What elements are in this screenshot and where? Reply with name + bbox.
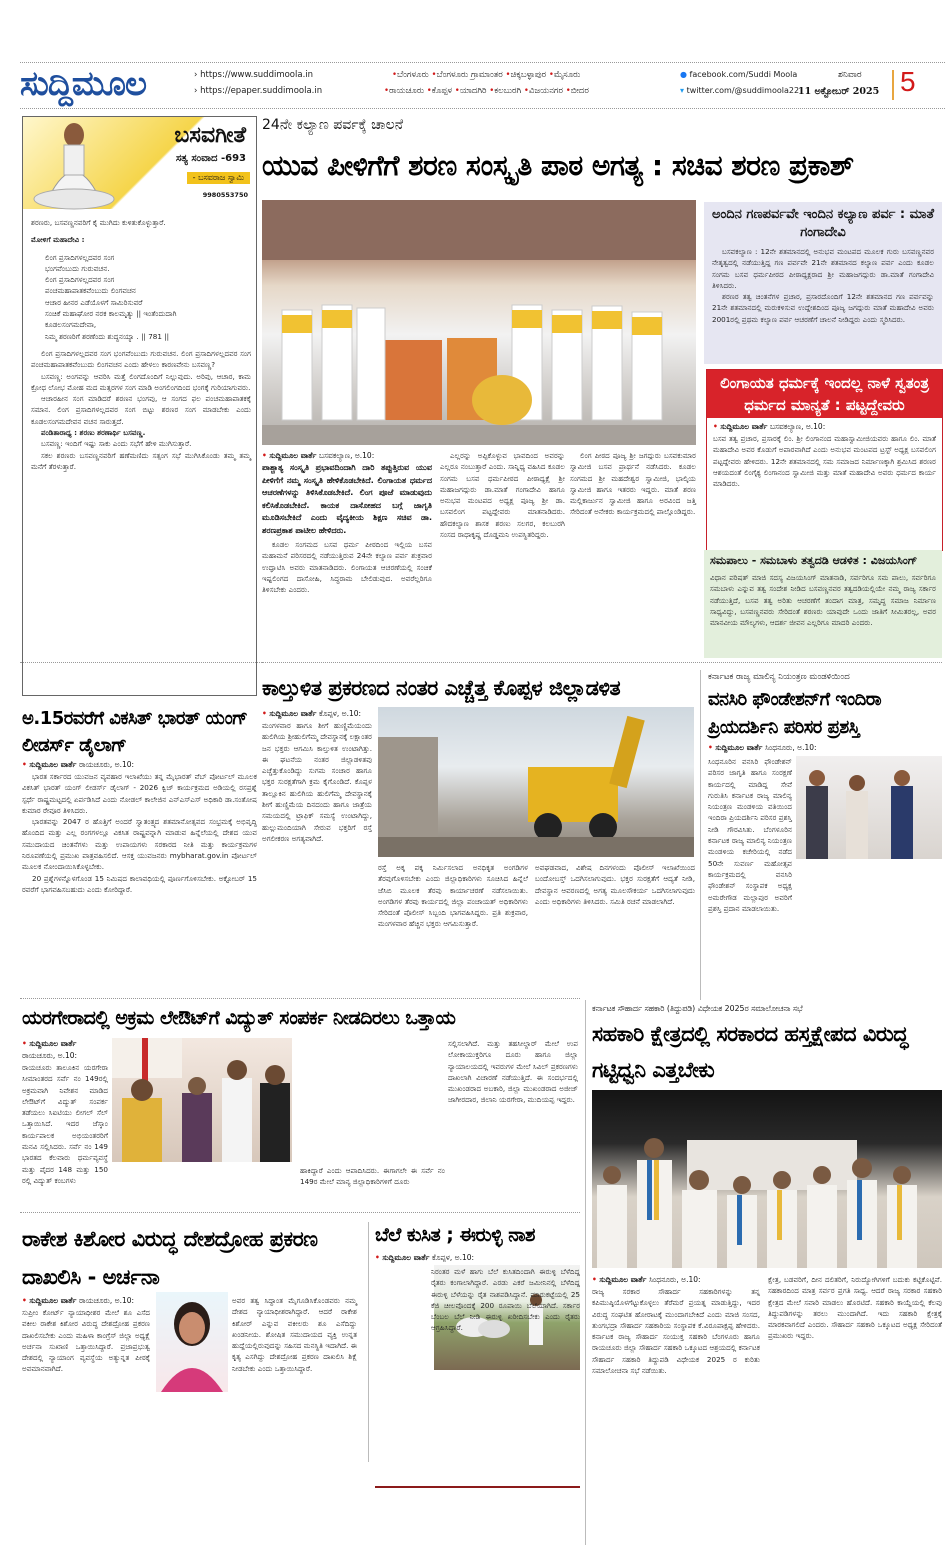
- city-list-row1: •ಬೆಂಗಳೂರು •ಬೆಂಗಳೂರು ಗ್ರಾಮಾಂತರ •ಚಿಕ್ಕಬಳ್ಳಾಪುರ •ಮೈಸೂರು: [392, 70, 581, 80]
- archana-photo: [156, 1292, 228, 1392]
- vanasiri-story: • ಸುದ್ದಿಮೂಲ ವಾರ್ತೆ ಸಿಂಧನೂರು, ಅ.10:: [708, 743, 817, 752]
- basava-paragraph: ಆಚಾರಹೀನ ಸಂಗ ಮಾಡಿದರೆ ಶರಣನ ಭಂಗವು, ಆ ಸಂಗದ ಫಲ ಪಂಚಮಹಾಪಾತಕಕ್ಕೆ ಸಮಾನ. ಲಿಂಗ ಪ್ರಸಾದಿಗಳಲ್ಲದವರ ಸಂಗ ಬಿಟ್ಟು ಶರಣರ ಸಂಗ ಮಾಡಬೇಕು ಎಂದು ಕೂಡಲಸಂಗಮದೇವನ ವಚನ ಸಾರುತ್ತದೆ.: [31, 394, 251, 426]
- city-koppal: ಕೊಪ್ಪಳ: [431, 86, 453, 96]
- cooperative-headline: ಸಹಕಾರಿ ಕ್ಷೇತ್ರದಲ್ಲಿ ಸರಕಾರದ ಹಸ್ತಕ್ಷೇಪದ ವಿರುದ್ಧ ಗಟ್ಟಿಧ್ವನಿ ಎತ್ತಬೇಕು: [592, 1022, 908, 1082]
- sidebar-gangadevi: [704, 202, 942, 364]
- lead-headline: ಯುವ ಪೀಳಿಗೆಗೆ ಶರಣ ಸಂಸ್ಕೃತಿ ಪಾಠ ಅಗತ್ಯ : ಸಚಿವ ಶರಣ ಪ್ರಕಾಶ್: [262, 149, 854, 182]
- cooperative-col2: ಕ್ಷೇತ್ರ, ಬಡವರಿಗೆ, ದೀನ ದಲಿತರಿಗೆ, ನಿರುದ್ಯೋಗಿಗಳಿಗೆ ಬದುಕು ಕಟ್ಟಿಕೊಟ್ಟಿವೆ. ಸಹಕಾರದಿಂದ ಮಾತ್ರ ಸರ್ವರ ಪ್ರಗತಿ ಸಾಧ್ಯ. ಆದರೆ ರಾಜ್ಯ ಸರಕಾರ ಸಹಕಾರಿ ಕ್ಷೇತ್ರದ ಮೇಲೆ ಸವಾರಿ ಮಾಡಲು ಹೊರಟಿದೆ. ಸಹಕಾರಿ ಕಾಯ್ದೆಯಲ್ಲಿ ಕೆಲವು ತಿದ್ದುಪಡಿಗಳನ್ನು ತರಲು ಮುಂದಾಗಿದೆ. ಇದು ಸಹಕಾರಿ ಕ್ಷೇತ್ರಕ್ಕೆ ಮಾರಕವಾಗಲಿದೆ ಎಂದರು. ಸೌಹಾರ್ದ ಸಹಕಾರಿ ಒಕ್ಕೂಟದ ಅಧ್ಯಕ್ಷ ಸೇರಿದಂತೆ ಪ್ರಮುಖರು ಇದ್ದರು.: [768, 1275, 942, 1341]
- byline-place: ರಾಯಚೂರು, ಅ.10:: [78, 760, 135, 769]
- byline-place: ಬಸವಕಲ್ಯಾಣ, ಅ.10:: [318, 451, 375, 460]
- byline-source: ಸುದ್ದಿಮೂಲ ವಾರ್ತೆ: [269, 451, 317, 460]
- section-rule: [20, 1212, 580, 1213]
- vanasiri-paragraph: ಸಿಂಧನೂರಿನ ವನಸಿರಿ ಫೌಂಡೇಶನ್ ಪರಿಸರ ಜಾಗೃತಿ ಹಾಗೂ ಸಂರಕ್ಷಣೆ ಕಾರ್ಯದಲ್ಲಿ ಮಾಡಿದ್ದ ಸೇವೆ ಗುರುತಿಸಿ ಕರ್ನಾಟಕ ರಾಜ್ಯ ಮಾಲಿನ್ಯ ನಿಯಂತ್ರಣ ಮಂಡಳಿಯ ವತಿಯಿಂದ ಇಂದಿರಾ ಪ್ರಿಯದರ್ಶಿನಿ ಪರಿಸರ ಪ್ರಶಸ್ತಿ ನೀಡಿ ಗೌರವಿಸಿತು. ಬೆಂಗಳೂರಿನ ಕರ್ನಾಟಕ ರಾಜ್ಯ ಮಾಲಿನ್ಯ ನಿಯಂತ್ರಣ ಮಂಡಳಿಯ ಕಚೇರಿಯಲ್ಲಿ ನಡೆದ 50ನೇ ಸುವರ್ಣ ಮಹೋತ್ಸವ ಕಾರ್ಯಕ್ರಮದಲ್ಲಿ ವನಸಿರಿ ಫೌಂಡೇಶನ್ ಸಂಸ್ಥಾಪಕ ಅಧ್ಯಕ್ಷ ಅಮರೇಗೌಡ ಮಲ್ಲಾಪುರ ಅವರಿಗೆ ಪ್ರಶಸ್ತಿ ಪ್ರದಾನ ಮಾಡಲಾಯಿತು.: [708, 757, 792, 913]
- verse-line: ಆಚಾರ ಹೀನರ ಎಡೆಯೊಳಗೆ ಸಾಮಿರಿಸುವರೆ: [45, 297, 143, 307]
- byline-place: ಕೊಪ್ಪಳ, ಅ.10:: [431, 1253, 475, 1262]
- byline-place: ರಾಯಚೂರು, ಅ.10:: [78, 1296, 135, 1305]
- city-vijayanagara: ವಿಜಯನಗರ: [528, 86, 564, 96]
- banana-headline: ಬೆಲೆ ಕುಸಿತ ; ಈರುಳ್ಳಿ ನಾಶ: [375, 1224, 535, 1246]
- story-paragraph: 20 ಪ್ರಶ್ನೆಗಳನ್ನೊಳಗೊಂಡ 15 ನಿಮಿಷದ ಕಾಲಾವಧಿಯಲ್ಲಿ ಪೂರ್ಣಗೊಳಿಸಬೇಕು. ಅಕ್ಟೋಬರ್ 15 ರವರೆಗೆ ಭಾಗವಹಿಸಬಹುದು ಎಂದು ಕೋರಿದ್ದಾರೆ.: [22, 873, 257, 894]
- lead-kicker: 24ನೇ ಕಲ್ಯಾಣ ಪರ್ವಕ್ಕೆ ಚಾಲನೆ: [262, 117, 404, 133]
- young-leaders-story: ಅ.15ರವರೆಗೆ ವಿಕಸಿತ್ ಭಾರತ್ ಯಂಗ್ ಲೀಡರ್ಸ್ ಡೈಲಾಗ್ • ಸುದ್ದಿಮೂಲ ವಾರ್ತೆ ರಾಯಚೂರು, ಅ.10: ಭಾರತ ಸರ್ಕಾರದ ಯುವಜನ ವ್ಯವಹಾರ ಇಲಾಖೆಯು ತನ್ನ ಮೈಭಾರತ್ ವೆಬ್ ಪೋರ್ಟಲ್ ಮೂಲಕ ವಿಕಸಿತ್ ಭಾರತ್ ಯಂಗ್ ಲೀಡರ್ಸ್ ಡೈಲಾಗ್ - 2026 ಕ್ವಿಜ್ ಕಾರ್ಯಕ್ರಮದ ಅಡಿಯಲ್ಲಿ ರಸಪ್ರಶ್ನೆ ಸ್ಪರ್ಧೆ ರಾಷ್ಟ್ರಮಟ್ಟದಲ್ಲಿ ಏರ್ಪಡಿಸಿದೆ ಎಂದು ನೋಡಲ್ ಕಾಲೇಜಿನ ಎನ್‌ಎಸ್‌ಎಸ್ ಅಧಿಕಾರಿ ಡಾ.ಸಂತೋಷ ಕುಮಾರ ರೇವೂರ ತಿಳಿಸಿದರು. ಭಾರತವನ್ನು 2047 ರ ಹೊತ್ತಿಗೆ ಅಂದರೆ ಸ್ವಾತಂತ್ರ್ಯದ ಶತಮಾನೋತ್ಸವದ ಸಂಭ್ರಮಕ್ಕೆ ಅಭಿವೃದ್ಧಿ ಹೊಂದಿದ ಮತ್ತು ಎಲ್ಲ ರಂಗಗಳಲ್ಲೂ ವಿಕಸಿತ ರಾಷ್ಟ್ರವನ್ನಾಗಿ ಮಾಡುವ ಹಿನ್ನೆಲೆಯಲ್ಲಿ ದೇಶದ ಯುವ ಸಮುದಾಯದ ಚಿಂತನೆಗಳು ಮತ್ತು ಉಪಾಯಗಳು ಸರಕಾರದ ನೀತಿ ಮತ್ತು ಕಾರ್ಯಕ್ರಮಗಳ ನಿರೂಪಣೆಯಲ್ಲಿ ಪ್ರಮುಖ ಪಾತ್ರವಹಿಸಲಿದೆ. ಆಸಕ್ತ ಯುವಜನರು mybharat.gov.in ಪೋರ್ಟಲ್ ಮೂಲಕ ನೋಂದಾಯಿಸಿಕೊಳ್ಳಬೇಕು. 20 ಪ್ರಶ್ನೆಗಳನ್ನೊಳಗೊಂಡ 15 ನಿಮಿಷದ ಕಾಲಾವಧಿಯಲ್ಲಿ ಪೂರ್ಣಗೊಳಿಸಬೇಕು. ಅಕ್ಟೋಬರ್ 15 ರವರೆಗೆ ಭಾಗವಹಿಸಬಹುದು ಎಂದು ಕೋರಿದ್ದಾರೆ.: [22, 705, 257, 895]
- koppal-col1: • ಸುದ್ದಿಮೂಲ ವಾರ್ತೆ ಕೊಪ್ಪಳ, ಅ.10: ಮಂಗಳವಾರ ಹಾಗೂ ಶೀಗೆ ಹುಣ್ಣಿಮೆಯಂದು ಹುಲಿಗಿಯ ಶ್ರೀಹುಲಿಗೆಮ್ಮ ದೇವಸ್ಥಾನಕ್ಕೆ ಲಕ್ಷಾಂತರ ಜನ ಭಕ್ತರು ಆಗಮಿಸಿ ಕಾಲ್ತುಳಿತ ಉಂಟಾಗಿತ್ತು. ಈ ಘಟನೆಯ ನಂತರ ಜಿಲ್ಲಾಡಳಿತವು ಎಚ್ಚೆತ್ತುಕೊಂಡಿದ್ದು ಸುಗಮ ಸಂಚಾರ ಹಾಗೂ ಭಕ್ತರ ಸುರಕ್ಷತೆಗಾಗಿ ಕ್ರಮ ಕೈಗೊಂಡಿದೆ. ಕೊಪ್ಪಳ ತಾಲ್ಲೂಕಿನ ಹುಲಿಗಿಯ ಹುಲಿಗೆಮ್ಮ ದೇವಸ್ಥಾನಕ್ಕೆ ಶೀಗೆ ಹುಣ್ಣಿಮೆಯ ದಿನದಂದು ಹಾಗೂ ಜಾತ್ರೆಯ ಸಮಯದಲ್ಲಿ ಟ್ರಾಫಿಕ್ ಸಮಸ್ಯೆ ಉಂಟಾಗಿದ್ದು, ಹುಲ್ಲುಮಂದಿಯಾಗಿ ಸೇರುವ ಭಕ್ತರಿಗೆ ರಸ್ತೆ ಅಗಲೀಕರಣ ಅಗತ್ಯವಾಗಿದೆ.: [262, 709, 372, 843]
- koppal-col3: ಅವಘಡವಾದ, ವಿಶೇಷ ದಿನಗಳಂದು ಪೊಲೀಸ್ ಇಲಾಖೆಯಿಂದ ಬಂದೋಬಸ್ತ್ ಒದಗಿಸಲಾಗುವುದು. ಭಕ್ತರ ಸುರಕ್ಷತೆಗೆ ಆದ್ಯತೆ ನೀಡಿ, ದೇವಸ್ಥಾನ ಆವರಣದಲ್ಲಿ ಅಗತ್ಯ ಮೂಲಸೌಕರ್ಯ ಒದಗಿಸಲಾಗುವುದು ಎಂದು ಅಧಿಕಾರಿಗಳು ತಿಳಿಸಿದರು. ಸಮಿತಿ ರಚನೆ ಮಾಡಲಾಗಿದೆ.: [535, 863, 695, 906]
- sidebar-gangadevi-headline: ಅಂದಿನ ಗಣಪರ್ವವೇ ಇಂದಿನ ಕಲ್ಯಾಣ ಪರ್ವ : ಮಾತೆ ಗಂಗಾದೇವಿ: [711, 207, 935, 240]
- yaragera-col2-wrap: [300, 1038, 445, 1162]
- sidebar-vijayasingh-headline: ಸಮಪಾಲು - ಸಮಬಾಳು ತತ್ವದಡಿ ಆಡಳಿತ : ವಿಜಯಸಿಂಗ್: [710, 554, 918, 567]
- column-divider: [368, 1222, 369, 1462]
- city-yadgir: ಯಾದಗಿರಿ: [459, 86, 487, 96]
- column-divider: [585, 1000, 586, 1545]
- weekday: ಶನಿವಾರ: [838, 70, 862, 80]
- basava-paragraph: ಲಿಂಗ ಪ್ರಸಾದಿಗಳಲ್ಲದವರ ಸಂಗ ಭಂಗವೆಂಬುದು ಗುರುವಚನ. ಲಿಂಗ ಪ್ರಸಾದಿಗಳಲ್ಲದವರ ಸಂಗ ಪಂಚಮಹಾಪಾತಕವೆಂಬುದು ಲಿಂಗವಚನ ಎಂದು ಹೇಳಲು ಕಾರಣವೇನು ಬಸವಣ್ಣ?: [31, 348, 251, 370]
- city-list-row2: •ರಾಯಚೂರು •ಕೊಪ್ಪಳ •ಯಾದಗಿರಿ •ಕಲಬುರಗಿ •ವಿಜಯನಗರ •ಬೀದರ: [384, 86, 589, 96]
- byline-source: ಸುದ್ದಿಮೂಲ ವಾರ್ತೆ: [720, 422, 768, 431]
- basava-paragraph: ಬಸವಣ್ಣ: ಇಂದಿಗೆ ಇಷ್ಟು ಸಾಕು ಎಂದು ಸಭೆಗೆ ಹೇಳಿ ಮುಗಿಸುತ್ತಾರೆ.: [41, 439, 192, 449]
- column-divider: [700, 670, 701, 1000]
- byline-source: ಸುದ್ದಿಮೂಲ ವಾರ್ತೆ: [29, 1039, 77, 1048]
- vanasiri-photo: [796, 756, 942, 859]
- verse-line: ನಿಮ್ಮ ಶರಣರಿಗೆ ಶರಣೆಂದು ಶುದ್ಧನಯ್ಯಾ . || 781 ||: [45, 331, 170, 341]
- rakesh-col2: ಅವರ ತತ್ವ ಸಿದ್ಧಾಂತ ಮೈಗೂಡಿಸಿಕೊಂಡವರು ನಮ್ಮ ದೇಶದ ನ್ಯಾಯಾಧೀಶರಾಗಿದ್ದಾರೆ. ಆದರೆ ರಾಕೇಶ ಕಿಶೋರ್ ಎನ್ನುವ ವಕೀಲರು ಶೂ ಎಸೆದಿದ್ದು ಖಂಡನೀಯ. ಶೋಷಿತ ಸಮುದಾಯದ ವ್ಯಕ್ತಿ ಉನ್ನತ ಹುದ್ದೆಯಲ್ಲಿರುವುದನ್ನು ಸಹಿಸದ ಮನಸ್ಥಿತಿ ಇದಾಗಿದೆ. ಈ ಕೃತ್ಯ ಎಸಗಿದ್ದು ದೇಶದ್ರೋಹ ಪ್ರಕರಣ ದಾಖಲಿಸಿ ಶಿಕ್ಷೆ ನೀಡಬೇಕು ಎಂದು ಒತ್ತಾಯಿಸಿದ್ದಾರೆ.: [232, 1296, 357, 1373]
- city-bidar: ಬೀದರ: [570, 86, 589, 96]
- verse-line: ಸಂಚಿಕೆ ಮಹಾಘೋರ ನರಕ ಕಾಲಮೃತ್ಯು || ಇಂತೆಂದುದಾಗಿ: [45, 309, 177, 319]
- city-raichur: ರಾಯಚೂರು: [389, 86, 425, 96]
- vanasiri-kicker: ಕರ್ನಾಟಕ ರಾಜ್ಯ ಮಾಲಿನ್ಯ ನಿಯಂತ್ರಣ ಮಂಡಳಿಯಿಂದ: [708, 672, 850, 682]
- facebook-link[interactable]: [680, 70, 797, 79]
- memorandum-submission-image: [112, 1038, 292, 1162]
- byline-source: ಸುದ್ದಿಮೂಲ ವಾರ್ತೆ: [715, 743, 763, 752]
- byline-source: ಸುದ್ದಿಮೂಲ ವಾರ್ತೆ: [599, 1275, 647, 1284]
- city-bengaluru: ಬೆಂಗಳೂರು: [397, 70, 429, 80]
- page-number-divider: [892, 70, 894, 100]
- basava-intro: ಶರಣರು, ಬಸವಣ್ಣನವರಿಗೆ ಕೈ ಮುಗಿದು ಕುಳಿತುಕೊಳ್ಳುತ್ತಾರೆ.: [31, 218, 166, 227]
- masthead-logo: ಸುದ್ದಿಮೂಲ: [20, 64, 146, 104]
- rakesh-paragraph: ಸುಪ್ರೀಂ ಕೋರ್ಟ್ ನ್ಯಾಯಾಧೀಶರ ಮೇಲೆ ಶೂ ಎಸೆದ ವಕೀಲ ರಾಕೇಶ ಕಿಶೋರ ವಿರುದ್ಧ ದೇಶದ್ರೋಹ ಪ್ರಕರಣ ದಾಖಲಿಸಬೇಕು ಎಂದು ಮಹಿಳಾ ಕಾಂಗ್ರೆಸ್ ಜಿಲ್ಲಾ ಅಧ್ಯಕ್ಷೆ ಅರ್ಚನಾ ಸುಖಾಣಿ ಒತ್ತಾಯಿಸಿದ್ದಾರೆ. ಪ್ರಜಾಪ್ರಭುತ್ವ ದೇಶದಲ್ಲಿ ನ್ಯಾಯಾಂಗ ವ್ಯವಸ್ಥೆಯ ಅತ್ಯುನ್ನತ ಪೀಠಕ್ಕೆ ಅವಮಾನವಾಗಿದೆ.: [22, 1308, 150, 1374]
- lead-col2: [440, 450, 565, 540]
- lead-col1: [262, 450, 432, 595]
- koppal-paragraph: ಮಂಗಳವಾರ ಹಾಗೂ ಶೀಗೆ ಹುಣ್ಣಿಮೆಯಂದು ಹುಲಿಗಿಯ ಶ್ರೀಹುಲಿಗೆಮ್ಮ ದೇವಸ್ಥಾನಕ್ಕೆ ಲಕ್ಷಾಂತರ ಜನ ಭಕ್ತರು ಆಗಮಿಸಿ ಕಾಲ್ತುಳಿತ ಉಂಟಾಗಿತ್ತು. ಈ ಘಟನೆಯ ನಂತರ ಜಿಲ್ಲಾಡಳಿತವು ಎಚ್ಚೆತ್ತುಕೊಂಡಿದ್ದು ಸುಗಮ ಸಂಚಾರ ಹಾಗೂ ಭಕ್ತರ ಸುರಕ್ಷತೆಗಾಗಿ ಕ್ರಮ ಕೈಗೊಂಡಿದೆ. ಕೊಪ್ಪಳ ತಾಲ್ಲೂಕಿನ ಹುಲಿಗಿಯ ಹುಲಿಗೆಮ್ಮ ದೇವಸ್ಥಾನಕ್ಕೆ ಶೀಗೆ ಹುಣ್ಣಿಮೆಯ ದಿನದಂದು ಹಾಗೂ ಜಾತ್ರೆಯ ಸಮಯದಲ್ಲಿ ಟ್ರಾಫಿಕ್ ಸಮಸ್ಯೆ ಉಂಟಾಗಿದ್ದು, ಹುಲ್ಲುಮಂದಿಯಾಗಿ ಸೇರುವ ಭಕ್ತರಿಗೆ ರಸ್ತೆ ಅಗಲೀಕರಣ ಅಗತ್ಯವಾಗಿದೆ.: [262, 721, 372, 843]
- lead-paragraph: ಎಲ್ಲರನ್ನು ಅಪ್ಪಿಕೊಳ್ಳುವ ಭಾವದಿಂದ ಅವರನ್ನು ಎಲ್ಲರೂ ನಂಬುತ್ತಾರೆ ಎಂದು. ಸಾನ್ನಿಧ್ಯ ವಹಿಸಿದ ಕೂಡಲ ಸಂಗಮ ಬಸವ ಧರ್ಮಪೀಠದ ಪೀಠಾಧ್ಯಕ್ಷೆ ಶ್ರೀ ಮಹಾಜಗದ್ಗುರು ಡಾ.ಮಾತೆ ಗಂಗಾದೇವಿ ಹಾಗೂ ಅನುಭವ ಮಂಟಪದ ಅಧ್ಯಕ್ಷ ಪೂಜ್ಯ ಶ್ರೀ ಡಾ. ಬಸವಲಿಂಗ ಪಟ್ಟದ್ದೇವರು ಮಾತನಾಡಿದರು. ಹೌದಕಲ್ಯಾಣ ಶಾಸಕ ಶರಣು ಸಲಗರ, ಕಲಬುರಗಿ ಸಂಸದ ರಾಧಾಕೃಷ್ಣ ದೊಡ್ಡಮನಿ ಉಪಸ್ಥಿತರಿದ್ದರು.: [440, 451, 565, 540]
- twitter-link[interactable]: [680, 86, 799, 95]
- byline-source: ಸುದ್ದಿಮೂಲ ವಾರ್ತೆ: [382, 1253, 430, 1262]
- city-chikkaballapura: ಚಿಕ್ಕಬಳ್ಳಾಪುರ: [510, 70, 547, 80]
- basava-subtitle: ಸತ್ಯ ಸಂವಾದ -693: [175, 153, 246, 164]
- cooperative-meeting-image: [592, 1090, 942, 1268]
- vanasiri-headline: ವನಸಿರಿ ಫೌಂಡೇಶನ್‌ಗೆ ಇಂದಿರಾ ಪ್ರಿಯದರ್ಶಿನಿ ಪರಿಸರ ಪ್ರಶಸ್ತಿ: [708, 689, 882, 738]
- cooperative-kicker: ಕರ್ನಾಟಕ ಸೌಹಾರ್ದ ಸಹಕಾರಿ (ತಿದ್ದುಪಡಿ) ವಿಧೇಯಕ 2025ರ ಸಮಾಲೋಚನಾ ಸಭೆ: [592, 1004, 803, 1013]
- sidebar-vijayasingh: [704, 550, 942, 658]
- cooperative-col1: • ಸುದ್ದಿಮೂಲ ವಾರ್ತೆ ಸಿಂಧನೂರು, ಅ.10: ರಾಜ್ಯ ಸರಕಾರ ಸೌಹಾರ್ದ ಸಹಕಾರಿಗಳನ್ನು ತನ್ನ ಕಪಿಮುಷ್ಠಿಯೊಳಗೆಟ್ಟುಕೊಳ್ಳಲು ತೆರೆಮರೆ ಪ್ರಯತ್ನ ಮಾಡುತ್ತಿದ್ದು, ಇದರ ವಿರುದ್ಧ ಸಂಘಟಿತ ಹೋರಾಟಕ್ಕೆ ಮುಂದಾಗಬೇಕಿದೆ ಎಂದು ಮಾಜಿ ಸಂಸದ, ತುಂಗಭದ್ರಾ ಸೌಹಾರ್ದ ಸಹಕಾರಿಯ ಸಂಸ್ಥಾಪಕ ಕೆ.ವಿರೂಪಾಕ್ಷಪ್ಪ ಹೇಳಿದರು. ಕರ್ನಾಟಕ ರಾಜ್ಯ ಸೌಹಾರ್ದ ಸಂಯುಕ್ತ ಸಹಕಾರಿ ಬೆಂಗಳೂರು ಹಾಗೂ ರಾಯಚೂರು ಜಿಲ್ಲಾ ಸೌಹಾರ್ದ ಸಹಕಾರಿ ಒಕ್ಕೂಟದ ಆಶ್ರಯದಲ್ಲಿ ಕರ್ನಾಟಕ ಸೌಹಾರ್ದ ಸಹಕಾರಿ ತಿದ್ದುಪಡಿ ವಿಧೇಯಕ 2025 ರ ಕುರಿತು ಸಮಾಲೋಚನಾ ಸಭೆ ನಡೆಯಿತು.: [592, 1275, 760, 1376]
- rakesh-col1: • ಸುದ್ದಿಮೂಲ ವಾರ್ತೆ ರಾಯಚೂರು, ಅ.10: ಸುಪ್ರೀಂ ಕೋರ್ಟ್ ನ್ಯಾಯಾಧೀಶರ ಮೇಲೆ ಶೂ ಎಸೆದ ವಕೀಲ ರಾಕೇಶ ಕಿಶೋರ ವಿರುದ್ಧ ದೇಶದ್ರೋಹ ಪ್ರಕರಣ ದಾಖಲಿಸಬೇಕು ಎಂದು ಮಹಿಳಾ ಕಾಂಗ್ರೆಸ್ ಜಿಲ್ಲಾ ಅಧ್ಯಕ್ಷೆ ಅರ್ಚನಾ ಸುಖಾಣಿ ಒತ್ತಾಯಿಸಿದ್ದಾರೆ. ಪ್ರಜಾಪ್ರಭುತ್ವ ದೇಶದಲ್ಲಿ ನ್ಯಾಯಾಂಗ ವ್ಯವಸ್ಥೆಯ ಅತ್ಯುನ್ನತ ಪೀಠಕ್ಕೆ ಅವಮಾನವಾಗಿದೆ.: [22, 1296, 150, 1374]
- basava-banner: [23, 117, 256, 209]
- city-kalaburagi: ಕಲಬುರಗಿ: [494, 86, 522, 96]
- byline-place: ಸಿಂಧನೂರು, ಅ.10:: [764, 743, 817, 752]
- twitter-handle[interactable]: twitter.com/@suddimoola22: [686, 86, 800, 95]
- yaragera-paragraph: ರಾಯಚೂರು ತಾಲೂಕಿನ ಯರಗೇರಾ ಸೀಮಾಂತರದ ಸರ್ವೆ ನಂ 149ರಲ್ಲಿ ಅಕ್ರಮವಾಗಿ ನಿವೇಶನ ಮಾಡಿದ ಲೇಔಟ್‌ಗೆ ವಿದ್ಯುತ್ ಸಂಪರ್ಕ ತಡೆಯಲು ಸಿಐಟಿಯು ಲೀಗಲ್ ಸೆಲ್ ಒತ್ತಾಯಿಸಿದೆ. ಇದರ ಜೆಸ್ಕಾಂ ಕಾರ್ಯಪಾಲಕ ಅಭಿಯಂತರರಿಗೆ ಮನವಿ ಸಲ್ಲಿಸಿದರು. ಸರ್ವೆ ನಂ 149 ಭಾರತದ ಕೆಲವಾರು ಧರ್ಮವ್ಯವಸ್ಥೆ ಮತ್ತು ಪೈದರ 148 ಮತ್ತು 150 ರಲ್ಲಿ ವಿದ್ಯುತ್ ಕಂಬಗಳು: [22, 1063, 108, 1185]
- basava-speaker: ಮೋಳಿಗೆ ಮಹಾದೇವಿ :: [31, 235, 85, 245]
- byline-place: ಬಸವಕಲ್ಯಾಣ, ಅ.10:: [769, 422, 826, 431]
- section-rule: [262, 662, 942, 663]
- sidebar-green-body: ವಿಧಾನ ಪರಿಷತ್ ಮಾಜಿ ಸದಸ್ಯ ವಿಜಯಸಿಂಗ್ ಮಾತನಾಡಿ, ಸರ್ವರಿಗೂ ಸಮ ಪಾಲು, ಸರ್ವರಿಗೂ ಸಮಬಾಳು ಎನ್ನುವ ತತ್ವ ಸಂದೇಶ ನೀಡಿದ ಬಸವಣ್ಣನವರ ತತ್ವದಡಿಯಲ್ಲಿಯೇ ನಮ್ಮ ರಾಜ್ಯ ಸರ್ಕಾರ ನಡೆಯುತ್ತಿದೆ, ಬಸವ ತತ್ವ ಅರಿತು ಆಚರಣೆಗೆ ತಂದಾಗ ಮಾತ್ರ, ಸಮೃದ್ಧ ಸಮಾಜ ನಿರ್ಮಾಣ ಸಾಧ್ಯವಿದ್ದು, ಬಸವಣ್ಣನವರು ಸೇರಿದಂತೆ ಶರಣರು ಯಾವುದೇ ಒಂದು ಜಾತಿಗೆ ಸೀಮಿತರಲ್ಲ, ಅವರ ಮಾನವೀಯ ಮೌಲ್ಯಗಳು, ಆದರ್ಶ ಜೀವನ ಎಲ್ಲರಿಗೂ ಮಾದರಿ ಎಂದರು.: [710, 573, 936, 628]
- facebook-icon: ●: [680, 70, 687, 79]
- yaragera-col3: ಸಲ್ಲಿಸಲಾಗಿದೆ. ಮತ್ತು ತಹಸೀಲ್ದಾರ್ ಮೇಲೆ ಉಪ ಲೋಕಾಯುಕ್ತರಿಗೂ ದೂರು ಹಾಗೂ ಜಿಲ್ಲಾ ನ್ಯಾಯಾಲಯದಲ್ಲಿ ಇವರುಗಳ ಮೇಲೆ ಸಿವಿಲ್ ಪ್ರಕರಣಗಳು ದಾಖಲಾಗಿ ವಿಚಾರಣೆ ನಡೆಯುತ್ತಿದೆ. ಈ ಸಂದರ್ಭದಲ್ಲಿ ಮುಖಂಡರಾದ ಅಬಕಾರಿ, ಜಿಲ್ಲಾ ಮುಖಂಡರಾದ ಅಜೀಜ್ ಜಾಗೀರದಾರ, ಜಿಲಾನಿ ಯರಗೇರಾ, ಮುದಿಯಪ್ಪ ಇದ್ದರು.: [448, 1039, 578, 1105]
- banana-paragraph: ನಿರಂತರ ಮಳೆ ಹಾಗು ಬೆಲೆ ಕುಸಿತದಿಂದಾಗಿ ಈರುಳ್ಳಿ ಬೆಳೆದಿದ್ದ ರೈತರು ಕಂಗಾಲಾಗಿದ್ದಾರೆ. ಎರಡು ಎಕರೆ ಜಮೀನಿನಲ್ಲಿ ಬೆಳೆದಿದ್ದ ಈರುಳ್ಳಿ ಬೆಳೆಯನ್ನು ರೈತ ನಾಶಪಡಿಸಿದ್ದಾನೆ. ಮಾರುಕಟ್ಟೆಯಲ್ಲಿ 25 ಕೆಜಿ ಚೀಲವೊಂದಕ್ಕೆ 200 ರೂಪಾಯಿ ಬೆಲೆಯಾಗಿದೆ. ಸರ್ಕಾರ ಬೆಂಬಲ ಬೆಲೆ ನೀಡಿ ಈರುಳ್ಳಿ ಖರೀದಿಸಬೇಕು ಎಂದು ರೈತರು ಆಗ್ರಹಿಸಿದ್ದಾರೆ.: [431, 1267, 580, 1333]
- city-mysuru: ಮೈಸೂರು: [553, 70, 581, 80]
- koppal-col2: ರಸ್ತೆ ಅಕ್ಕ ಪಕ್ಕ ನಿರ್ಮಿಸಲಾದ ಅನಧಿಕೃತ ಅಂಗಡಿಗಳ ತೆರವುಗೊಳಿಸಬೇಕು ಎಂದು ಜಿಲ್ಲಾಧಿಕಾರಿಗಳು ಸೂಚಿಸಿದ ಹಿನ್ನೆಲೆ ಜೆಸಿಬಿ ಮೂಲಕ ತೆರವು ಕಾರ್ಯಾಚರಣೆ ನಡೆಸಲಾಯಿತು. ಅಂಗಡಿಗಳ ತೆರವು ಕಾರ್ಯದಲ್ಲಿ ಜಿಲ್ಲಾ ಪಂಚಾಯತ್ ಅಧಿಕಾರಿಗಳು ಸೇರಿದಂತೆ ಪೊಲೀಸ್ ಸಿಬ್ಬಂದಿ ಭಾಗವಹಿಸಿದ್ದರು. ಪ್ರತಿ ಶುಕ್ರವಾರ, ಮಂಗಳವಾರ ಹೆಚ್ಚಿನ ಭಕ್ತರು ಆಗಮಿಸುತ್ತಾರೆ.: [378, 863, 528, 929]
- yaragera-headline: ಯರಗೇರಾದಲ್ಲಿ ಅಕ್ರಮ ಲೇಔಟ್‌ಗೆ ವಿದ್ಯುತ್ ಸಂಪರ್ಕ ನೀಡದಿರಲು ಒತ್ತಾಯ: [22, 1007, 456, 1029]
- koppal-photo: [378, 707, 694, 857]
- epaper-link[interactable]: › https://epaper.suddimoola.in: [194, 86, 323, 96]
- byline-source: ಸುದ್ದಿಮೂಲ ವಾರ್ತೆ: [29, 760, 77, 769]
- rakesh-headline: ರಾಕೇಶ ಕಿಶೋರ ವಿರುದ್ಧ ದೇಶದ್ರೋಹ ಪ್ರಕರಣ ದಾಖಲಿಸಿ - ಅರ್ಚನಾ: [22, 1227, 318, 1289]
- verse-line: ಕೂಡಲಸಂಗಮದೇವಾ,: [45, 320, 97, 330]
- twitter-icon: ▾: [680, 86, 685, 95]
- city-bengaluru-rural: ಬೆಂಗಳೂರು ಗ್ರಾಮಾಂತರ: [436, 70, 503, 80]
- award-ceremony-image: [796, 756, 942, 859]
- basava-title: ಬಸವಗೀತೆ: [174, 123, 246, 148]
- young-leaders-headline: ಅ.15ರವರೆಗೆ ವಿಕಸಿತ್ ಭಾರತ್ ಯಂಗ್ ಲೀಡರ್ಸ್ ಡೈಲಾಗ್: [22, 708, 248, 756]
- basava-paragraph: ಬಸವಣ್ಣ: ಅಂಗವನ್ನು ಆವರಿಸಿ ಮತ್ತೆ ಲಿಂಗದೊಂದಿಗೆ ನಿಲ್ಲುವುದು. ಅರಿವು, ಆಚಾರ, ಕಾಮ ಕ್ರೋಧ ಲೋಭ ಮೋಹ ಮದ ಮತ್ಸರಗಳ ಸಂಗ ಮಾಡಿ ಅಂಗಲಿಂಗದಿಂದ ಭಂಗಕ್ಕೆ ಗುರಿಯಾಗುವರು.: [31, 371, 251, 392]
- verse-line: ಪಂಚಮಹಾಪಾತಕವೆಂಬುದು ಲಿಂಗವಚನ: [45, 286, 136, 296]
- lead-lede: ಪಾಶ್ಚಾತ್ಯ ಸಂಸ್ಕೃತಿ ಪ್ರಭಾವದಿಂದಾಗಿ ದಾರಿ ತಪ್ಪುತ್ತಿರುವ ಯುವ ಪೀಳಿಗೆಗೆ ನಮ್ಮ ಸಂಸ್ಕೃತಿ ಹೇಳಿಕೊಡಬೇಕಿದೆ. ಲಿಂಗಾಯತ ಧರ್ಮದ ಆಚರಣೆಗಳನ್ನು ತಿಳಿಸಿಕೊಡಬೇಕಿದೆ. ಲಿಂಗ ಪೂಜೆ ಮಾಡುವುದು ಕಲಿಸಿಕೊಡಬೇಕಿದೆ. ಕಾಯಕ ದಾಸೋಹದ ಬಗ್ಗೆ ಜಾಗೃತಿ ಮೂಡಿಸಬೇಕಿದೆ ಎಂದು ವೈದ್ಯಕೀಯ ಶಿಕ್ಷಣ ಸಚಿವ ಡಾ. ಶರಣಪ್ರಕಾಶ ಪಾಟೀಲ ಹೇಳಿದರು.: [262, 463, 432, 535]
- section-rule: [20, 998, 580, 999]
- sidebar-pattaddevaru-headline: ಲಿಂಗಾಯತ ಧರ್ಮಕ್ಕೆ ಇಂದಲ್ಲ ನಾಳೆ ಸ್ವತಂತ್ರ ಧರ್ಮದ ಮಾನ್ಯತೆ : ಪಟ್ಟದ್ದೇವರು: [707, 370, 942, 418]
- byline-place: ಸಿಂಧನೂರು, ಅ.10:: [648, 1275, 701, 1284]
- lead-byline: • ಸುದ್ದಿಮೂಲ ವಾರ್ತೆ ಬಸವಕಲ್ಯಾಣ, ಅ.10:: [262, 451, 375, 460]
- verse-line: ಲಿಂಗ ಪ್ರಸಾದಿಗಳಲ್ಲದವರ ಸಂಗ: [45, 252, 115, 262]
- basava-phone: 9980553750: [202, 191, 248, 199]
- lead-photo-image: [262, 200, 696, 445]
- sidebar-paragraph: ಶರಣರ ತತ್ವ ಚಿಂತನೆಗಳ ಪ್ರಚಾರ, ಪ್ರಸಾರದೊಂದಿಗೆ 12ನೇ ಶತಮಾನದ ಗಣ ಪರ್ವವನ್ನು 21ನೇ ಶತಮಾನದಲ್ಲಿ ಮರುಕಳಿಸುವ ಉದ್ದೇಶದಿಂದ ಪೂಜ್ಯ ಜಗದ್ಗುರು ಮಾತೆ ಮಹಾದೇವಿ ಅವರು 2001ರಲ್ಲಿ ಪ್ರಥಮ ಕಲ್ಯಾಣ ಪರ್ವ ಆಚರಣೆಗೆ ಚಾಲನೆ ನೀಡಿದ್ದರು ಎಂದು ಸ್ಮರಿಸಿದರು.: [712, 292, 934, 324]
- basava-paragraph: ಸಕಲ ಶರಣರು ಬಸವಣ್ಣನವರಿಗೆ ಹಣೆಮಣಿದು ಸತ್ಸಂಗ ಸಭೆ ಮುಗಿಸಿಕೊಂಡು ತಮ್ಮ ತಮ್ಮ ಮನೆಗೆ ತೆರಳುತ್ತಾರೆ.: [31, 450, 251, 471]
- basava-author: - ಬಸವರಾಜ ಸ್ವಾಮಿ: [187, 172, 250, 184]
- basava-verse: [45, 252, 251, 342]
- basavanna-illustration-icon: [29, 117, 119, 209]
- cooperative-photo: [592, 1090, 942, 1268]
- basava-geethe-column: [22, 116, 257, 696]
- koppal-headline: ಕಾಲ್ತುಳಿತ ಪ್ರಕರಣದ ನಂತರ ಎಚ್ಚೆತ್ತ ಕೊಪ್ಪಳ ಜಿಲ್ಲಾಡಳಿತ: [262, 676, 621, 700]
- jcb-excavator-image: [378, 707, 694, 857]
- verse-line: ಭಂಗವೆಂಬುದು ಗುರುವಚನ.: [45, 263, 110, 273]
- verse-line: ಲಿಂಗ ಪ್ರಸಾದಿಗಳಲ್ಲದವರ ಸಂಗ: [45, 275, 115, 285]
- byline-source: ಸುದ್ದಿಮೂಲ ವಾರ್ತೆ: [269, 709, 317, 718]
- basava-paragraph: ಪಂಡಿತಾರಾಧ್ಯ : ಶರಣು ಶರಣಾರ್ಥಿ ಬಸವಣ್ಣ.: [41, 428, 146, 438]
- sidebar-pattaddevaru: ಲಿಂಗಾಯತ ಧರ್ಮಕ್ಕೆ ಇಂದಲ್ಲ ನಾಳೆ ಸ್ವತಂತ್ರ ಧರ್ಮದ ಮಾನ್ಯತೆ : ಪಟ್ಟದ್ದೇವರು • ಸುದ್ದಿಮೂಲ ವಾರ್ತೆ ಬಸವಕಲ್ಯಾಣ, ಅ.10: ಬಸವ ತತ್ವ ಪ್ರಚಾರ, ಪ್ರಸಾರಕ್ಕೆ ಲಿಂ. ಶ್ರೀ ಲಿಂಗಾನಂದ ಮಹಾಸ್ವಾಮೀಜಿಯವರು ಹಾಗೂ ಲಿಂ. ಮಾತೆ ಮಹಾದೇವಿ ಅವರ ಕೊಡುಗೆ ಅಪಾರವಾಗಿದೆ ಎಂದು ಅನುಭವ ಮಂಟಪದ ಟ್ರಸ್ಟ್ ಅಧ್ಯಕ್ಷ ಬಸವಲಿಂಗ ಪಟ್ಟದ್ದೇವರು ಹೇಳಿದರು. 12ನೇ ಶತಮಾನದಲ್ಲಿ ಸಮ ಸಮಾಜದ ನಿರ್ಮಾಣಕ್ಕಾಗಿ ಶ್ರಮಿಸಿದ ಶರಣರ ಆಶಯದಂತೆ ಲಿಂಗೈಕ್ಯ ಲಿಂಗಾನಂದ ಸ್ವಾಮೀಜಿ ಮತ್ತು ಮಾತೆ ಮಹಾದೇವಿ ಅವರು ಧರ್ಮದ ಕಾರ್ಯ ಮಾಡಿದರು.: [706, 369, 943, 551]
- yaragera-col2: ಹಾಕಿದ್ದಾರೆ ಎಂದು ಆಪಾದಿಸಿದರು. ಈಗಾಗಲೇ ಈ ಸರ್ವೆ ನಂ 149ರ ಮೇಲೆ ಮಾನ್ಯ ಜಿಲ್ಲಾಧಿಕಾರಿಗಳಿಗೆ ದೂರು: [300, 1166, 445, 1187]
- facebook-handle[interactable]: facebook.com/Suddi Moola: [689, 70, 798, 79]
- yaragera-col1: • ಸುದ್ದಿಮೂಲ ವಾರ್ತೆ ರಾಯಚೂರು, ಅ.10: ರಾಯಚೂರು ತಾಲೂಕಿನ ಯರಗೇರಾ ಸೀಮಾಂತರದ ಸರ್ವೆ ನಂ 149ರಲ್ಲಿ ಅಕ್ರಮವಾಗಿ ನಿವೇಶನ ಮಾಡಿದ ಲೇಔಟ್‌ಗೆ ವಿದ್ಯುತ್ ಸಂಪರ್ಕ ತಡೆಯಲು ಸಿಐಟಿಯು ಲೀಗಲ್ ಸೆಲ್ ಒತ್ತಾಯಿಸಿದೆ. ಇದರ ಜೆಸ್ಕಾಂ ಕಾರ್ಯಪಾಲಕ ಅಭಿಯಂತರರಿಗೆ ಮನವಿ ಸಲ್ಲಿಸಿದರು. ಸರ್ವೆ ನಂ 149 ಭಾರತದ ಕೆಲವಾರು ಧರ್ಮವ್ಯವಸ್ಥೆ ಮತ್ತು ಪೈದರ 148 ಮತ್ತು 150 ರಲ್ಲಿ ವಿದ್ಯುತ್ ಕಂಬಗಳು: [22, 1038, 108, 1212]
- vanasiri-body-wrap: [708, 756, 792, 913]
- page-number: 5: [900, 66, 916, 97]
- banana-byline-wrap: • ಸುದ್ದಿಮೂಲ ವಾರ್ತೆ ಕೊಪ್ಪಳ, ಅ.10:: [375, 1253, 475, 1262]
- website-link[interactable]: › https://www.suddimoola.in: [194, 70, 314, 80]
- story-paragraph: ಭಾರತವನ್ನು 2047 ರ ಹೊತ್ತಿಗೆ ಅಂದರೆ ಸ್ವಾತಂತ್ರ್ಯದ ಶತಮಾನೋತ್ಸವದ ಸಂಭ್ರಮಕ್ಕೆ ಅಭಿವೃದ್ಧಿ ಹೊಂದಿದ ಮತ್ತು ಎಲ್ಲ ರಂಗಗಳಲ್ಲೂ ವಿಕಸಿತ ರಾಷ್ಟ್ರವನ್ನಾಗಿ ಮಾಡುವ ಹಿನ್ನೆಲೆಯಲ್ಲಿ ದೇಶದ ಯುವ ಸಮುದಾಯದ ಚಿಂತನೆಗಳು ಮತ್ತು ಉಪಾಯಗಳು ಸರಕಾರದ ನೀತಿ ಮತ್ತು ಕಾರ್ಯಕ್ರಮಗಳ ನಿರೂಪಣೆಯಲ್ಲಿ ಪ್ರಮುಖ ಪಾತ್ರವಹಿಸಲಿದೆ. ಆಸಕ್ತ ಯುವಜನರು mybharat.gov.in ಪೋರ್ಟಲ್ ಮೂಲಕ ನೋಂದಾಯಿಸಿಕೊಳ್ಳಬೇಕು.: [22, 817, 257, 872]
- top-rule: [20, 62, 945, 63]
- story-paragraph: ಭಾರತ ಸರ್ಕಾರದ ಯುವಜನ ವ್ಯವಹಾರ ಇಲಾಖೆಯು ತನ್ನ ಮೈಭಾರತ್ ವೆಬ್ ಪೋರ್ಟಲ್ ಮೂಲಕ ವಿಕಸಿತ್ ಭಾರತ್ ಯಂಗ್ ಲೀಡರ್ಸ್ ಡೈಲಾಗ್ - 2026 ಕ್ವಿಜ್ ಕಾರ್ಯಕ್ರಮದ ಅಡಿಯಲ್ಲಿ ರಸಪ್ರಶ್ನೆ ಸ್ಪರ್ಧೆ ರಾಷ್ಟ್ರಮಟ್ಟದಲ್ಲಿ ಏರ್ಪಡಿಸಿದೆ ಎಂದು ನೋಡಲ್ ಕಾಲೇಜಿನ ಎನ್‌ಎಸ್‌ಎಸ್ ಅಧಿಕಾರಿ ಡಾ.ಸಂತೋಷ ಕುಮಾರ ರೇವೂರ ತಿಳಿಸಿದರು.: [22, 772, 257, 815]
- lead-paragraph: ಲಿಂಗ ಪೀಠದ ಪೂಜ್ಯ ಶ್ರೀ ಜಗದ್ಗುರು ಬಸವಕುಮಾರ ಸ್ವಾಮೀಜಿ ಬಸವ ಪ್ರಾರ್ಥನೆ ನಡೆಸಿದರು. ಕೂಡಲ ಸಂಗಮದ ಶ್ರೀ ಮಹದೇಶ್ವರ ಸ್ವಾಮೀಜಿ, ಭಾಲ್ಕಿಯ ಸ್ವಾಮೀಜಿ ಹಾಗೂ ಇತರರು ಇದ್ದರು. ಮಾತೆ ಶರಣ ಮಲ್ಲಿಕಾರ್ಜುನ ಸ್ವಾಮೀಜಿ ಹಾಗೂ ಅರವಿಂದ ಜತ್ತಿ ಸೇರಿದಂತೆ ಅನೇಕರು ಕಾರ್ಯಕ್ರಮದಲ್ಲಿ ಪಾಲ್ಗೊಂಡಿದ್ದರು.: [570, 451, 696, 517]
- lead-photo: [262, 200, 696, 445]
- byline-place: ಕೊಪ್ಪಳ, ಅ.10:: [318, 709, 362, 718]
- issue-date: 11 ಅಕ್ಟೋಬರ್ 2025: [798, 86, 880, 97]
- archana-portrait-image: [156, 1292, 228, 1392]
- yaragera-photo: [112, 1038, 292, 1162]
- sidebar-paragraph: ಬಸವಕಲ್ಯಾಣ : 12ನೇ ಶತಮಾನದಲ್ಲಿ ಅನುಭವ ಮಂಟಪದ ಮೂಲಕ ಗುರು ಬಸವಣ್ಣನವರ ನೇತೃತ್ವದಲ್ಲಿ ನಡೆಯುತ್ತಿದ್ದ ಗಣ ಪರ್ವವೇ 21ನೇ ಶತಮಾನದ ಕಲ್ಯಾಣ ಪರ್ವ ಎಂದು ಕೂಡಲ ಸಂಗಮ ಬಸವ ಧರ್ಮಪೀಠದ ಪೀಠಾಧ್ಯಕ್ಷರಾದ ಶ್ರೀ ಮಹಾಜಗದ್ಗುರು ಡಾ.ಮಾತೆ ಗಂಗಾದೇವಿ ತಿಳಿಸಿದರು.: [712, 247, 934, 290]
- masthead-bottom-rule: [20, 108, 945, 109]
- lead-paragraph: ಕೂಡಲ ಸಂಗಮದ ಬಸವ ಧರ್ಮ ಪೀಠದಿಂದ ಇಲ್ಲಿಯ ಬಸವ ಮಹಾಮನೆ ಪರಿಸರದಲ್ಲಿ ನಡೆಯುತ್ತಿರುವ 24ನೇ ಕಲ್ಯಾಣ ಪರ್ವ ಶುಕ್ರವಾರ ಉದ್ಘಾಟಿಸಿ ಅವರು ಮಾತನಾಡಿದರು. ಲಿಂಗಾಯತ ಆಚರಣೆಯಲ್ಲಿ ಸಂಚಿಕೆ ಇಷ್ಟಲಿಂಗದ ದಾಸೋಹಿ, ಸಿದ್ಧರಾಮ ಬೇಲಿಡುವುದ. ಅವರೆಲ್ಲರಿಗೂ ತಿಳಿಸಬೇಕು ಎಂದರು.: [262, 540, 432, 595]
- byline-source: ಸುದ್ದಿಮೂಲ ವಾರ್ತೆ: [29, 1296, 77, 1305]
- banana-bottom-rule: [375, 1486, 580, 1488]
- cooperative-paragraph: ರಾಜ್ಯ ಸರಕಾರ ಸೌಹಾರ್ದ ಸಹಕಾರಿಗಳನ್ನು ತನ್ನ ಕಪಿಮುಷ್ಠಿಯೊಳಗೆಟ್ಟುಕೊಳ್ಳಲು ತೆರೆಮರೆ ಪ್ರಯತ್ನ ಮಾಡುತ್ತಿದ್ದು, ಇದರ ವಿರುದ್ಧ ಸಂಘಟಿತ ಹೋರಾಟಕ್ಕೆ ಮುಂದಾಗಬೇಕಿದೆ ಎಂದು ಮಾಜಿ ಸಂಸದ, ತುಂಗಭದ್ರಾ ಸೌಹಾರ್ದ ಸಹಕಾರಿಯ ಸಂಸ್ಥಾಪಕ ಕೆ.ವಿರೂಪಾಕ್ಷಪ್ಪ ಹೇಳಿದರು. ಕರ್ನಾಟಕ ರಾಜ್ಯ ಸೌಹಾರ್ದ ಸಂಯುಕ್ತ ಸಹಕಾರಿ ಬೆಂಗಳೂರು ಹಾಗೂ ರಾಯಚೂರು ಜಿಲ್ಲಾ ಸೌಹಾರ್ದ ಸಹಕಾರಿ ಒಕ್ಕೂಟದ ಆಶ್ರಯದಲ್ಲಿ ಕರ್ನಾಟಕ ಸೌಹಾರ್ದ ಸಹಕಾರಿ ತಿದ್ದುಪಡಿ ವಿಧೇಯಕ 2025 ರ ಕುರಿತು ಸಮಾಲೋಚನಾ ಸಭೆ ನಡೆಯಿತು.: [592, 1287, 760, 1376]
- lead-col3: [570, 450, 696, 518]
- byline-place: ರಾಯಚೂರು, ಅ.10:: [22, 1051, 78, 1060]
- banana-body: [375, 1266, 580, 1370]
- website-url[interactable]: https://www.suddimoola.in: [200, 70, 314, 80]
- epaper-url[interactable]: https://epaper.suddimoola.in: [200, 86, 323, 96]
- sidebar-red-body: ಬಸವ ತತ್ವ ಪ್ರಚಾರ, ಪ್ರಸಾರಕ್ಕೆ ಲಿಂ. ಶ್ರೀ ಲಿಂಗಾನಂದ ಮಹಾಸ್ವಾಮೀಜಿಯವರು ಹಾಗೂ ಲಿಂ. ಮಾತೆ ಮಹಾದೇವಿ ಅವರ ಕೊಡುಗೆ ಅಪಾರವಾಗಿದೆ ಎಂದು ಅನುಭವ ಮಂಟಪದ ಟ್ರಸ್ಟ್ ಅಧ್ಯಕ್ಷ ಬಸವಲಿಂಗ ಪಟ್ಟದ್ದೇವರು ಹೇಳಿದರು. 12ನೇ ಶತಮಾನದಲ್ಲಿ ಸಮ ಸಮಾಜದ ನಿರ್ಮಾಣಕ್ಕಾಗಿ ಶ್ರಮಿಸಿದ ಶರಣರ ಆಶಯದಂತೆ ಲಿಂಗೈಕ್ಯ ಲಿಂಗಾನಂದ ಸ್ವಾಮೀಜಿ ಮತ್ತು ಮಾತೆ ಮಹಾದೇವಿ ಅವರು ಧರ್ಮದ ಕಾರ್ಯ ಮಾಡಿದರು.: [713, 434, 936, 489]
